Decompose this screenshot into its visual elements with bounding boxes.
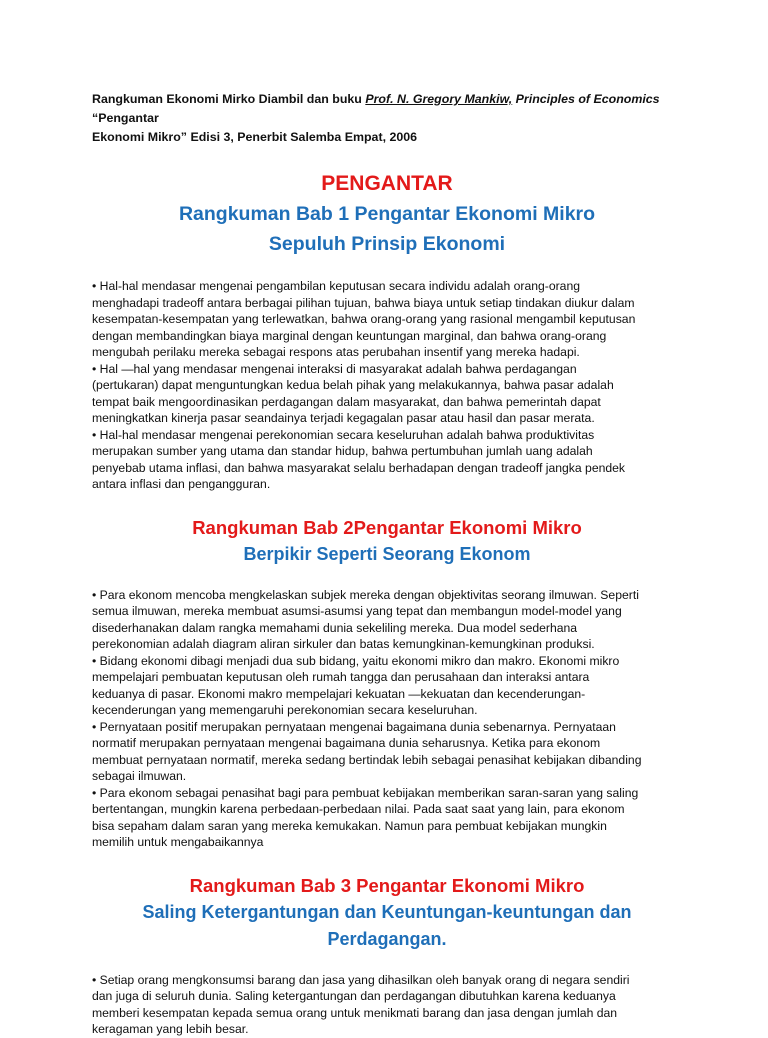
text-line: normatif merupakan pernyataan mengenai bagaimana dunia seharusnya. Ketika para ekonom [92,736,601,750]
text-line: keduanya di pasar. Ekonomi makro mempelajari kekuatan —kekuatan dan kecenderungan- [92,686,586,701]
section-1-heading-red: PENGANTAR [321,172,453,195]
section-1-subtitle: Sepuluh Prinsip Ekonomi [268,233,506,255]
text-line: • Para ekonom mencoba mengkelaskan subjek mereka dengan objektivitas seorang ilmuwan. Seperti [92,587,639,602]
text-line: merupakan sumber yang utama dan standar hidup, bahwa pertumbuhan jumlah uang adalah [92,444,593,458]
text-line: meningkatkan kinerja pasar seandainya terjadi kegagalan pasar atau hasil dan pasar merata. [92,411,595,425]
text-line: (pertukaran) dapat menguntungkan kedua belah pihak yang melakukannya, bahwa pasar adalah [92,378,614,392]
text-line: • Pernyataan positif merupakan pernyataan mengenai bagaimana dunia sebenarnya. Pernyataan [92,719,616,734]
section-2-title: Berpikir Seperti Seorang Ekonom [243,543,531,564]
text-line: disederhanakan dalam rangka memahami dunia sekeliling mereka. Dua model sederhana [92,620,578,635]
text-line: • Bidang ekonomi dibagi menjadi dua sub bidang, yaitu ekonomi mikro dan makro. Ekonomi mikro [92,653,620,668]
text-line: • Hal-hal mendasar mengenai pengambilan keputusan secara individu adalah orang-orang [92,279,581,293]
section-1-title: Rangkuman Bab 1 Pengantar Ekonomi Mikro [178,203,596,225]
text-line: memilih untuk mengabaikannya [92,835,264,849]
text-line: mengubah perilaku mereka sebagai respons atas perubahan insentif yang mereka hadapi. [92,345,580,359]
section-2-body [92,587,682,851]
text-line: perekonomian adalah diagram aliran sirkuler dan batas kemungkinan-kemungkinan produksi. [92,637,595,651]
text-line: • Setiap orang mengkonsumsi barang dan jasa yang dihasilkan oleh banyak orang di negara sendiri [92,972,630,987]
text-line: antara inflasi dan pengangguran. [92,477,271,491]
document-page [92,90,682,1038]
text-line: menghadapi tradeoff antara berbagai pilihan tujuan, bahwa biaya untuk setiap tindakan diukur dalam [92,295,635,310]
text-line: • Hal —hal yang mendasar mengenai interaksi di masyarakat adalah bahwa perdagangan [92,361,577,376]
text-line: tempat baik mengoordinasikan perdagangan dalam masyarakat, dan bahwa pemerintah dapat [92,394,601,409]
text-line: membuat pernyataan normatif, mereka sedang bertindak lebih sebagai penasihat kebijakan dibanding [92,752,642,767]
source-prefix: Rangkuman Ekonomi Mirko Diambil dan buku [92,92,366,106]
section-1-body [92,278,682,493]
text-line: dan juga di seluruh dunia. Saling ketergantungan dan perdagangan dibutuhkan karena keduanya [92,989,616,1003]
text-line: • Hal-hal mendasar mengenai perekonomian secara keseluruhan adalah bahwa produktivitas [92,427,595,442]
section-3-title: Saling Ketergantungan dan Keuntungan-keuntungan dan [142,901,632,922]
text-line: bisa sepaham dalam saran yang mereka kemukakan. Namun para pembuat kebijakan mungkin [92,818,607,833]
text-line: • Para ekonom sebagai penasihat bagi para pembuat kebijakan memberikan saran-saran yang saling [92,785,639,800]
text-line: kecenderungan yang memengaruhi perekonomian secara keseluruhan. [92,703,478,717]
section-3-body [92,972,682,1038]
text-line: sebagai ilmuwan. [92,769,187,783]
text-line: bertentangan, mungkin karena perbedaan-perbedaan nilai. Pada saat saat yang lain, para ekonom [92,802,625,816]
text-line: mempelajari pembuatan keputusan oleh rumah tangga dan perusahaan dan interaksi antara [92,670,590,684]
text-line: kesempatan-kesempatan yang terlewatkan, bahwa orang-orang yang rasional mengambil keputusan [92,312,636,326]
source-suffix: “Pengantar [92,111,159,125]
section-3-heading-red: Rangkuman Bab 3 Pengantar Ekonomi Mikro [189,874,585,896]
source-citation [92,90,682,147]
section-3-subtitle: Perdagangan. [327,928,447,949]
source-line-3: Ekonomi Mikro” Edisi 3, Penerbit Salemba Empat, 2006 [92,130,418,144]
text-line: penyebab utama inflasi, dan bahwa masyarakat selalu berhadapan dengan tradeoff jangka pendek [92,460,626,475]
author-link[interactable]: Prof. N. Gregory Mankiw, [365,92,513,106]
text-line: keragaman yang lebih besar. [92,1022,249,1036]
text-line: dengan membandingkan biaya marginal dengan keuntungan marginal, dan bahwa orang-orang [92,328,607,343]
text-line: semua ilmuwan, mereka membuat asumsi-asumsi yang tepat dan membangun model-model yang [92,604,622,618]
text-line: memberi kesempatan kepada semua orang untuk menikmati barang dan jasa dengan jumlah dan [92,1005,618,1020]
section-2-heading-red: Rangkuman Bab 2Pengantar Ekonomi Mikro [192,516,582,538]
book-title: Principles of Economics [512,92,660,106]
